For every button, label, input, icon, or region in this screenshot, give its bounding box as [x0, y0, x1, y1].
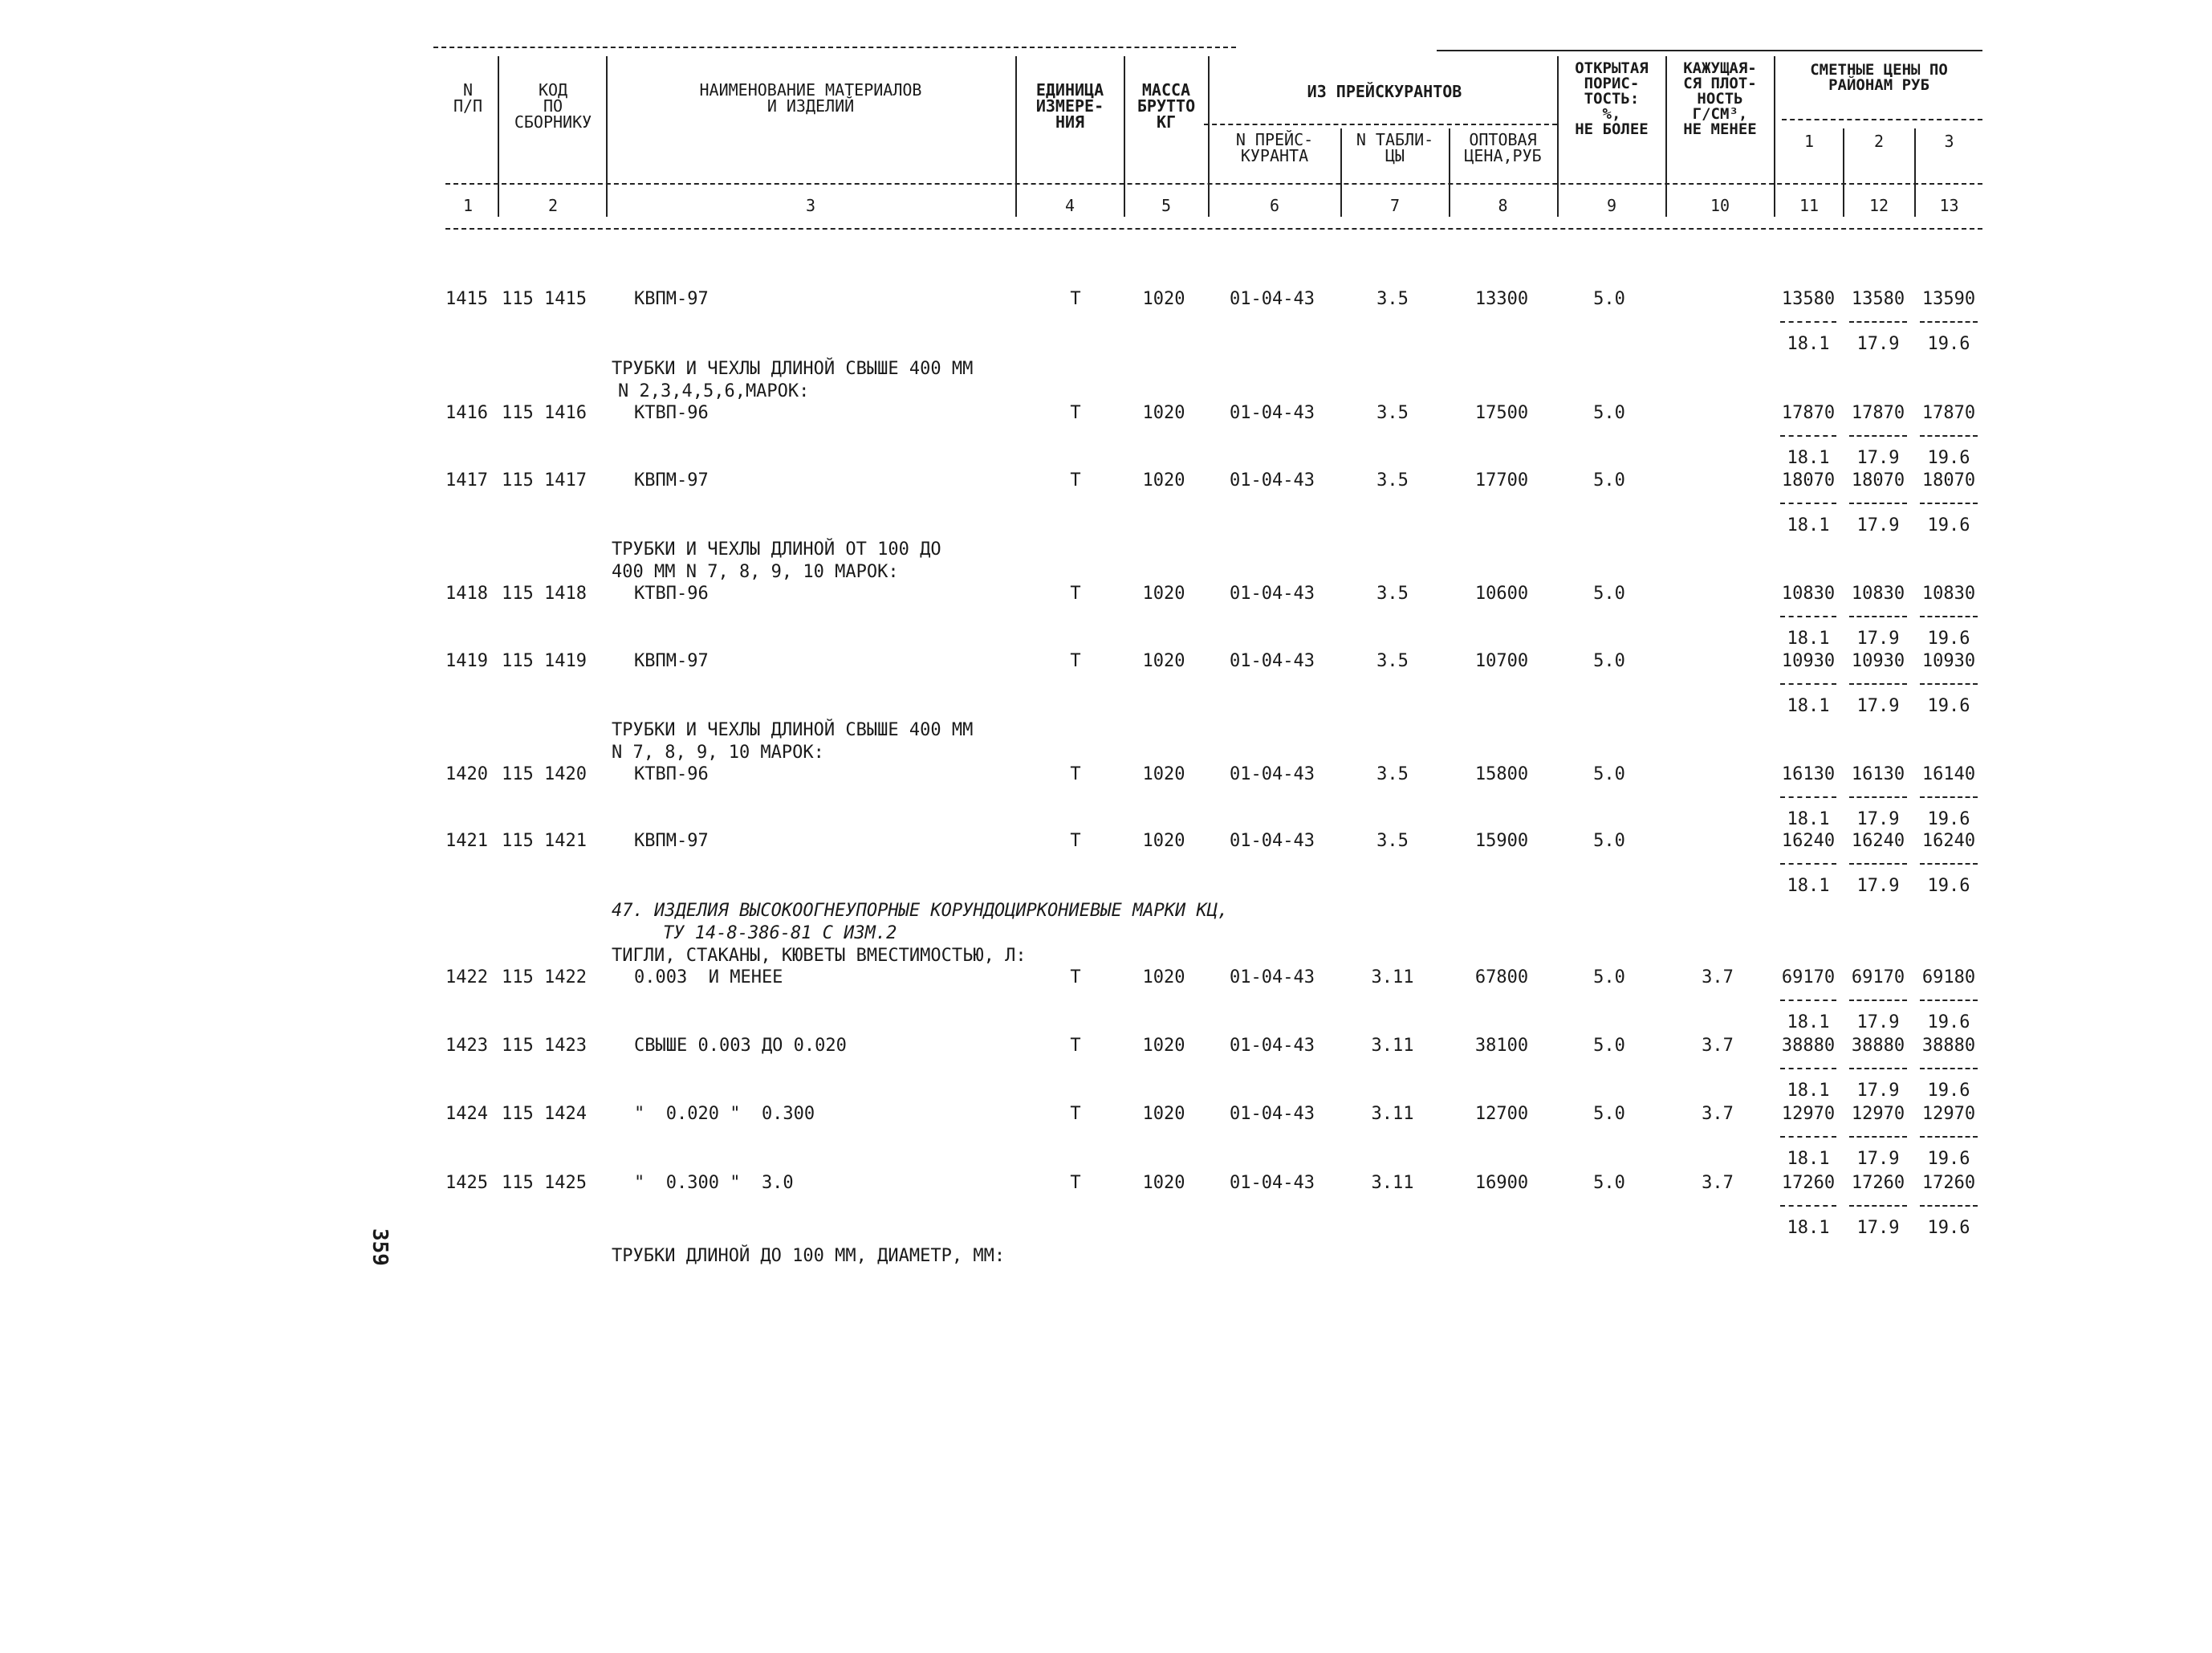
cell-coef-k1: 18.1 [1787, 809, 1830, 829]
cell-coef-k3: 19.6 [1927, 1218, 1970, 1238]
cell-name: КВПМ-97 [634, 470, 709, 491]
cell-mass: 1020 [1142, 764, 1185, 784]
cell-code: 115 1425 [502, 1173, 587, 1193]
cell-coef-k1: 18.1 [1787, 1218, 1830, 1238]
price-divider [1780, 616, 1836, 617]
cell-p2: 10830 [1851, 584, 1905, 604]
cell-p2: 18070 [1851, 470, 1905, 491]
cell-coef-k1: 18.1 [1787, 1012, 1830, 1032]
cell-coef-k2: 17.9 [1856, 809, 1900, 829]
cell-coef-k2: 17.9 [1856, 448, 1900, 468]
cell-dens: 3.7 [1702, 1104, 1734, 1124]
price-divider [1780, 1000, 1836, 1001]
cell-unit: Т [1070, 470, 1081, 491]
cell-code: 115 1416 [502, 403, 587, 423]
cell-price-list: 01-04-43 [1230, 1036, 1315, 1056]
price-divider [1920, 616, 1978, 617]
price-divider [1849, 1068, 1907, 1069]
cell-price: 38100 [1474, 1036, 1529, 1056]
col-num-11: 11 [1799, 196, 1820, 215]
cell-coef-k1: 18.1 [1787, 1081, 1830, 1101]
cell-coef-k2: 17.9 [1856, 696, 1900, 716]
cell-price: 16900 [1474, 1173, 1529, 1193]
cell-price: 17500 [1474, 403, 1529, 423]
hdr-bar-4 [1124, 56, 1125, 217]
cell-code: 115 1421 [502, 831, 587, 851]
price-divider [1780, 321, 1836, 323]
col-num-6: 6 [1269, 196, 1280, 215]
caption-1b: N 2,3,4,5,6,МАРОК: [618, 381, 810, 401]
hdr-bar-5 [1208, 56, 1210, 217]
cell-coef-k1: 18.1 [1787, 876, 1830, 896]
cell-p3: 38880 [1921, 1036, 1976, 1056]
price-divider [1780, 503, 1836, 504]
cell-price-list: 01-04-43 [1230, 403, 1315, 423]
cell-price-list: 01-04-43 [1230, 764, 1315, 784]
cell-price-list: 01-04-43 [1230, 831, 1315, 851]
price-divider [1849, 796, 1907, 798]
cell-mass: 1020 [1142, 651, 1185, 671]
cell-coef-k2: 17.9 [1856, 1218, 1900, 1238]
cell-price: 10700 [1474, 651, 1529, 671]
col-header-mass: МАССА БРУТТО КГ [1136, 80, 1196, 132]
cell-name: КВПМ-97 [634, 651, 709, 671]
cell-unit: Т [1070, 584, 1081, 604]
col-header-wholesale: ОПТОВАЯ ЦЕНА,РУБ [1464, 130, 1542, 165]
cell-mass: 1020 [1142, 1104, 1185, 1124]
cell-coef-k3: 19.6 [1927, 1149, 1970, 1169]
col-num-4: 4 [1064, 196, 1076, 215]
cell-coef-k3: 19.6 [1927, 1081, 1970, 1101]
cell-por: 5.0 [1593, 470, 1625, 491]
hdr-bar-3 [1015, 56, 1017, 217]
cell-p2: 69170 [1851, 967, 1905, 987]
hdr-bar-1 [498, 56, 499, 217]
cell-unit: Т [1070, 764, 1081, 784]
cell-coef-k2: 17.9 [1856, 1012, 1900, 1032]
cell-coef-k1: 18.1 [1787, 448, 1830, 468]
cell-name: КТВП-96 [634, 403, 709, 423]
cell-table: 3.5 [1376, 584, 1409, 604]
cell-price: 15900 [1474, 831, 1529, 851]
cell-p2: 17260 [1851, 1173, 1905, 1193]
cell-p3: 10930 [1921, 651, 1976, 671]
cell-unit: Т [1070, 831, 1081, 851]
cell-coef-k2: 17.9 [1856, 1081, 1900, 1101]
header-sep-rule [445, 183, 1982, 185]
cell-mass: 1020 [1142, 584, 1185, 604]
cell-table: 3.5 [1376, 831, 1409, 851]
cell-price-list: 01-04-43 [1230, 289, 1315, 309]
cell-p3: 17870 [1921, 403, 1976, 423]
cell-coef-k1: 18.1 [1787, 629, 1830, 649]
col-num-13: 13 [1939, 196, 1959, 215]
cell-code: 115 1422 [502, 967, 587, 987]
cell-dens: 3.7 [1702, 1173, 1734, 1193]
cell-p3: 16140 [1921, 764, 1976, 784]
cell-unit: Т [1070, 1104, 1081, 1124]
cell-por: 5.0 [1593, 1104, 1625, 1124]
price-divider [1920, 435, 1978, 437]
cell-price-list: 01-04-43 [1230, 651, 1315, 671]
cell-code: 115 1418 [502, 584, 587, 604]
cell-name: " 0.300 " 3.0 [634, 1173, 794, 1193]
header-bottom-rule [445, 228, 1982, 230]
header-top-rule-right [1437, 50, 1982, 51]
cell-name: СВЫШЕ 0.003 ДО 0.020 [634, 1036, 847, 1056]
col-header-unit: ЕДИНИЦА ИЗМЕРЕ- НИЯ [1035, 80, 1104, 132]
cell-por: 5.0 [1593, 1173, 1625, 1193]
cell-coef-k1: 18.1 [1787, 1149, 1830, 1169]
cell-name: КТВП-96 [634, 764, 709, 784]
cell-name: 0.003 И МЕНЕЕ [634, 967, 783, 987]
cell-price-list: 01-04-43 [1230, 1104, 1315, 1124]
cell-unit: Т [1070, 403, 1081, 423]
price-divider [1920, 321, 1978, 323]
col-num-3: 3 [805, 196, 816, 215]
cell-name: КВПМ-97 [634, 831, 709, 851]
price-divider [1849, 863, 1907, 865]
cell-name: КВПМ-97 [634, 289, 709, 309]
cell-p1: 16240 [1781, 831, 1836, 851]
col-header-price-list: N ПРЕЙС- КУРАНТА [1235, 130, 1314, 165]
cell-mass: 1020 [1142, 831, 1185, 851]
price-divider [1780, 1205, 1836, 1207]
cell-p3: 69180 [1921, 967, 1976, 987]
cell-unit: Т [1070, 651, 1081, 671]
cell-price-list: 01-04-43 [1230, 584, 1315, 604]
cell-table: 3.5 [1376, 764, 1409, 784]
cell-n: 1417 [445, 470, 488, 491]
col-num-5: 5 [1161, 196, 1172, 215]
cell-name: " 0.020 " 0.300 [634, 1104, 815, 1124]
price-divider [1849, 683, 1907, 685]
cell-unit: Т [1070, 289, 1081, 309]
cell-price: 67800 [1474, 967, 1529, 987]
cell-p2: 17870 [1851, 403, 1905, 423]
price-divider [1849, 435, 1907, 437]
cell-p2: 12970 [1851, 1104, 1905, 1124]
cell-p1: 10830 [1781, 584, 1836, 604]
col-header-region-3: 3 [1944, 132, 1954, 151]
col-num-7: 7 [1389, 196, 1401, 215]
cell-por: 5.0 [1593, 289, 1625, 309]
cell-code: 115 1420 [502, 764, 587, 784]
col-num-2: 2 [547, 196, 559, 215]
cell-n: 1423 [445, 1036, 488, 1056]
cell-p1: 69170 [1781, 967, 1836, 987]
col-num-10: 10 [1710, 196, 1730, 215]
cell-table: 3.11 [1371, 1104, 1414, 1124]
price-divider [1920, 796, 1978, 798]
price-divider [1920, 503, 1978, 504]
price-divider [1780, 863, 1836, 865]
cell-p2: 16240 [1851, 831, 1905, 851]
col-header-name: НАИМЕНОВАНИЕ МАТЕРИАЛОВ И ИЗДЕЛИЙ [699, 80, 922, 116]
section-title-b: ТУ 14-8-386-81 С ИЗМ.2 [663, 923, 897, 943]
cell-code: 115 1424 [502, 1104, 587, 1124]
cell-p2: 38880 [1851, 1036, 1905, 1056]
caption-1a: ТРУБКИ И ЧЕХЛЫ ДЛИНОЙ СВЫШЕ 400 ММ [612, 359, 974, 379]
cell-table: 3.11 [1371, 1036, 1414, 1056]
price-divider [1849, 503, 1907, 504]
price-divider [1780, 1136, 1836, 1138]
cell-n: 1415 [445, 289, 488, 309]
price-divider [1920, 683, 1978, 685]
cell-code: 115 1419 [502, 651, 587, 671]
cell-mass: 1020 [1142, 403, 1185, 423]
cell-unit: Т [1070, 1173, 1081, 1193]
cell-p3: 12970 [1921, 1104, 1976, 1124]
cell-p1: 13580 [1781, 289, 1836, 309]
section-subtitle: ТИГЛИ, СТАКАНЫ, КЮВЕТЫ ВМЕСТИМОСТЬЮ, Л: [612, 946, 1027, 966]
group-est-rule [1782, 119, 1982, 120]
cell-coef-k1: 18.1 [1787, 696, 1830, 716]
cell-unit: Т [1070, 1036, 1081, 1056]
cell-n: 1425 [445, 1173, 488, 1193]
cell-price: 10600 [1474, 584, 1529, 604]
cell-price: 13300 [1474, 289, 1529, 309]
cell-coef-k2: 17.9 [1856, 629, 1900, 649]
cell-table: 3.5 [1376, 651, 1409, 671]
cell-p3: 13590 [1921, 289, 1976, 309]
price-divider [1849, 616, 1907, 617]
cell-p1: 38880 [1781, 1036, 1836, 1056]
price-divider [1849, 1205, 1907, 1207]
cell-por: 5.0 [1593, 651, 1625, 671]
cell-dens: 3.7 [1702, 967, 1734, 987]
hdr-bar-2 [606, 56, 608, 217]
price-divider [1849, 321, 1907, 323]
price-divider [1849, 1000, 1907, 1001]
cell-table: 3.5 [1376, 470, 1409, 491]
page-number: 359 [368, 1228, 392, 1266]
cell-coef-k1: 18.1 [1787, 334, 1830, 354]
price-divider [1780, 435, 1836, 437]
cell-unit: Т [1070, 967, 1081, 987]
cell-coef-k3: 19.6 [1927, 629, 1970, 649]
cell-n: 1419 [445, 651, 488, 671]
col-header-group-est: СМЕТНЫЕ ЦЕНЫ ПО РАЙОНАМ РУБ [1810, 61, 1948, 94]
cell-coef-k3: 19.6 [1927, 334, 1970, 354]
header-top-rule [433, 47, 1236, 48]
cell-p1: 17870 [1781, 403, 1836, 423]
col-header-porosity: ОТКРЫТАЯ ПОРИС- ТОСТЬ: %, НЕ БОЛЕЕ [1575, 59, 1649, 138]
cell-mass: 1020 [1142, 967, 1185, 987]
cell-n: 1418 [445, 584, 488, 604]
col-header-region-1: 1 [1803, 132, 1815, 151]
col-header-table: N ТАБЛИ- ЦЫ [1356, 130, 1434, 165]
cell-coef-k3: 19.6 [1927, 809, 1970, 829]
cell-price-list: 01-04-43 [1230, 1173, 1315, 1193]
cell-p1: 10930 [1781, 651, 1836, 671]
col-header-num: N П/П [453, 80, 483, 116]
cell-n: 1421 [445, 831, 488, 851]
price-divider [1780, 683, 1836, 685]
section-title-a: 47. ИЗДЕЛИЯ ВЫСОКООГНЕУПОРНЫЕ КОРУНДОЦИРКОНИЕВЫЕ МАРКИ КЦ, [612, 901, 1229, 921]
price-divider [1849, 1136, 1907, 1138]
cell-mass: 1020 [1142, 470, 1185, 491]
cell-price-list: 01-04-43 [1230, 470, 1315, 491]
cell-price: 17700 [1474, 470, 1529, 491]
price-divider [1920, 1136, 1978, 1138]
cell-p3: 10830 [1921, 584, 1976, 604]
cell-p2: 10930 [1851, 651, 1905, 671]
cell-por: 5.0 [1593, 831, 1625, 851]
price-divider [1920, 1000, 1978, 1001]
cell-table: 3.5 [1376, 403, 1409, 423]
cell-code: 115 1415 [502, 289, 587, 309]
cell-n: 1424 [445, 1104, 488, 1124]
cell-por: 5.0 [1593, 764, 1625, 784]
cell-p3: 17260 [1921, 1173, 1976, 1193]
caption-2b: 400 ММ N 7, 8, 9, 10 МАРОК: [612, 562, 899, 582]
caption-2a: ТРУБКИ И ЧЕХЛЫ ДЛИНОЙ ОТ 100 ДО [612, 539, 941, 560]
cell-n: 1420 [445, 764, 488, 784]
cell-coef-k3: 19.6 [1927, 876, 1970, 896]
cell-price: 15800 [1474, 764, 1529, 784]
cell-por: 5.0 [1593, 584, 1625, 604]
cell-por: 5.0 [1593, 1036, 1625, 1056]
cell-p3: 16240 [1921, 831, 1976, 851]
col-num-9: 9 [1606, 196, 1617, 215]
cell-coef-k3: 19.6 [1927, 1012, 1970, 1032]
cell-mass: 1020 [1142, 289, 1185, 309]
col-num-12: 12 [1868, 196, 1889, 215]
group-price-rule [1204, 124, 1557, 125]
cell-coef-k2: 17.9 [1856, 515, 1900, 535]
cell-p1: 12970 [1781, 1104, 1836, 1124]
caption-last: ТРУБКИ ДЛИНОЙ ДО 100 ММ, ДИАМЕТР, ММ: [612, 1246, 1006, 1266]
cell-coef-k2: 17.9 [1856, 1149, 1900, 1169]
cell-coef-k2: 17.9 [1856, 334, 1900, 354]
cell-p2: 16130 [1851, 764, 1905, 784]
price-divider [1920, 1205, 1978, 1207]
cell-n: 1422 [445, 967, 488, 987]
cell-p2: 13580 [1851, 289, 1905, 309]
caption-3b: N 7, 8, 9, 10 МАРОК: [612, 743, 824, 763]
cell-table: 3.5 [1376, 289, 1409, 309]
cell-coef-k2: 17.9 [1856, 876, 1900, 896]
price-divider [1920, 863, 1978, 865]
cell-coef-k3: 19.6 [1927, 515, 1970, 535]
cell-p1: 17260 [1781, 1173, 1836, 1193]
price-divider [1920, 1068, 1978, 1069]
cell-code: 115 1417 [502, 470, 587, 491]
col-header-region-2: 2 [1873, 132, 1885, 151]
col-header-code: КОД ПО СБОРНИКУ [514, 80, 592, 132]
caption-3a: ТРУБКИ И ЧЕХЛЫ ДЛИНОЙ СВЫШЕ 400 ММ [612, 720, 974, 740]
col-header-density: КАЖУЩАЯ- СЯ ПЛОТ- НОСТЬ Г/СМ³, НЕ МЕНЕЕ [1683, 59, 1757, 138]
cell-coef-k3: 19.6 [1927, 448, 1970, 468]
cell-por: 5.0 [1593, 967, 1625, 987]
cell-coef-k1: 18.1 [1787, 515, 1830, 535]
cell-por: 5.0 [1593, 403, 1625, 423]
col-header-group-price: ИЗ ПРЕЙСКУРАНТОВ [1307, 82, 1462, 101]
cell-price: 12700 [1474, 1104, 1529, 1124]
cell-price-list: 01-04-43 [1230, 967, 1315, 987]
cell-coef-k3: 19.6 [1927, 696, 1970, 716]
col-num-1: 1 [462, 196, 474, 215]
cell-p1: 18070 [1781, 470, 1836, 491]
cell-p3: 18070 [1921, 470, 1976, 491]
cell-n: 1416 [445, 403, 488, 423]
cell-name: КТВП-96 [634, 584, 709, 604]
cell-mass: 1020 [1142, 1173, 1185, 1193]
price-divider [1780, 796, 1836, 798]
cell-mass: 1020 [1142, 1036, 1185, 1056]
price-divider [1780, 1068, 1836, 1069]
cell-table: 3.11 [1371, 967, 1414, 987]
col-num-8: 8 [1498, 196, 1508, 215]
cell-p1: 16130 [1781, 764, 1836, 784]
cell-dens: 3.7 [1702, 1036, 1734, 1056]
cell-table: 3.11 [1371, 1173, 1414, 1193]
cell-code: 115 1423 [502, 1036, 587, 1056]
